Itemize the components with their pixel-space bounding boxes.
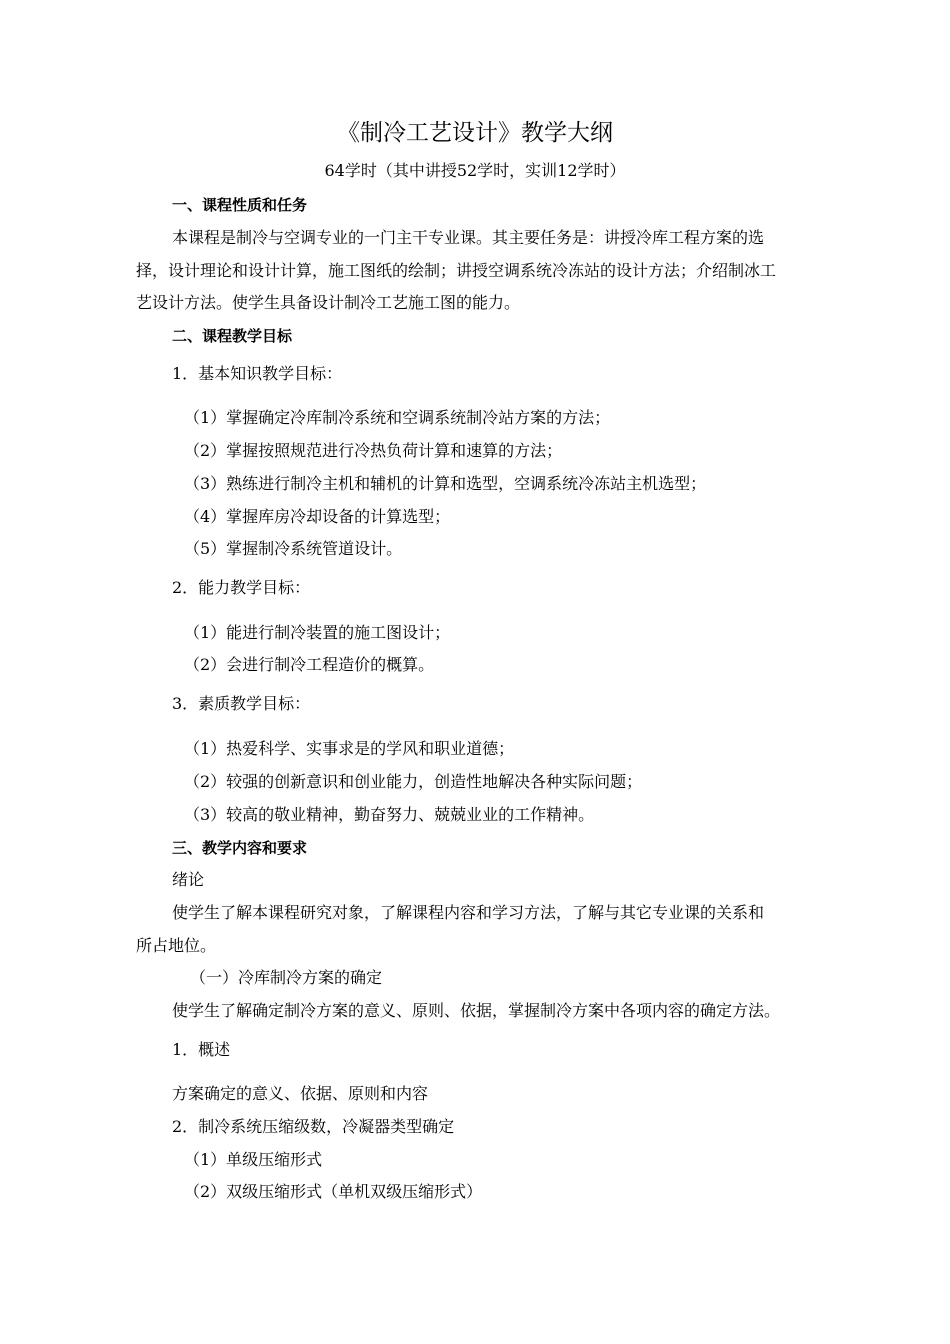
list-item: （1）单级压缩形式 [184,1150,323,1169]
paragraph-line: 使学生了解本课程研究对象，了解课程内容和学习方法，了解与其它专业课的关系和 [172,903,765,922]
paragraph-line: 使学生了解确定制冷方案的意义、原则、依据，掌握制冷方案中各项内容的确定方法。 [172,1001,781,1020]
paragraph-line: 艺设计方法。使学生具备设计制冷工艺施工图的能力。 [136,293,521,312]
intro-title: 绪论 [172,870,205,889]
paragraph-line: 所占地位。 [136,936,217,955]
list-item: （5）掌握制冷系统管道设计。 [184,539,403,558]
list-item: （2）较强的创新意识和创业能力，创造性地解决各种实际问题； [184,772,643,791]
item-title: 2．制冷系统压缩级数，冷凝器类型确定 [172,1117,455,1136]
section-heading: 一、课程性质和任务 [172,196,308,214]
list-item: （1）热爱科学、实事求是的学风和职业道德； [184,739,515,758]
chapter-title: （一）冷库制冷方案的确定 [190,968,383,987]
list-item: （1）掌握确定冷库制冷系统和空调系统制冷站方案的方法； [184,408,611,427]
subsection-title: 3．素质教学目标： [172,694,311,713]
list-item: （1）能进行制冷装置的施工图设计； [184,623,451,642]
list-item: （3）较高的敬业精神，勤奋努力、兢兢业业的工作精神。 [184,805,595,824]
paragraph-line: 择，设计理论和设计计算，施工图纸的绘制；讲授空调系统冷冻站的设计方法；介绍制冰工 [136,261,777,280]
document-subtitle: 64学时（其中讲授52学时，实训12学时） [324,161,626,180]
list-item: （2）双级压缩形式（单机双级压缩形式） [184,1182,483,1201]
paragraph-line: 方案确定的意义、依据、原则和内容 [172,1084,429,1103]
document-title: 《制冷工艺设计》教学大纲 [337,120,613,146]
list-item: （2）会进行制冷工程造价的概算。 [184,655,435,674]
section-heading: 二、课程教学目标 [172,327,293,345]
subsection-title: 2．能力教学目标： [172,578,311,597]
list-item: （4）掌握库房冷却设备的计算选型； [184,507,451,526]
list-item: （3）熟练进行制冷主机和辅机的计算和选型，空调系统冷冻站主机选型； [184,474,707,493]
list-item: （2）掌握按照规范进行冷热负荷计算和速算的方法； [184,441,563,460]
section-heading: 三、教学内容和要求 [172,839,308,857]
paragraph-line: 本课程是制冷与空调专业的一门主干专业课。其主要任务是：讲授冷库工程方案的选 [172,228,765,247]
subsection-title: 1．基本知识教学目标： [172,364,343,383]
item-title: 1．概述 [172,1040,231,1059]
